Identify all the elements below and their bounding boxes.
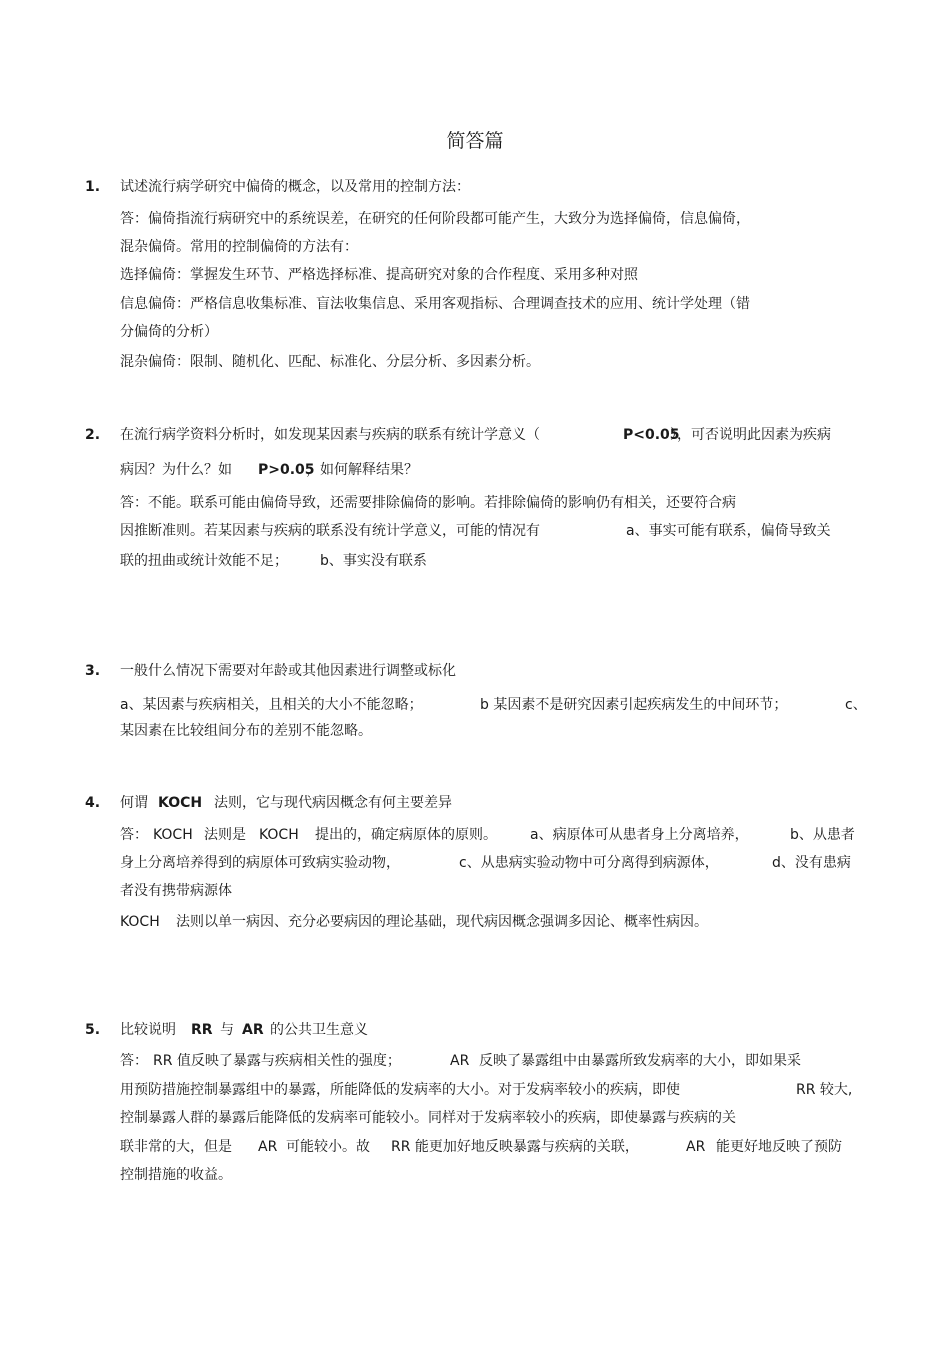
answer-5-line-1c: AR xyxy=(450,1053,470,1069)
question-3-text: 一般什么情况下需要对年龄或其他因素进行调整或标化 xyxy=(120,663,456,679)
answer-5-line-4e: AR xyxy=(686,1139,706,1155)
question-5-text-a: 比较说明 xyxy=(120,1022,176,1038)
answer-5-line-1a: 答： xyxy=(120,1053,148,1069)
question-2-pvalue-2: P>0.05 xyxy=(258,462,315,478)
answer-4-line-1a: 答： xyxy=(120,827,148,843)
question-2-line-2c: ，如何解释结果？ xyxy=(306,462,418,478)
answer-2-line-3b: b、事实没有联系 xyxy=(320,553,427,569)
answer-4-line-2a: 身上分离培养得到的病原体可致病实验动物， xyxy=(120,855,400,871)
answer-4-line-4b: 法则以单一病因、充分必要病因的理论基础，现代病因概念强调多因论、概率性病因。 xyxy=(176,914,708,930)
question-4-text-c: 法则，它与现代病因概念有何主要差异 xyxy=(214,795,452,811)
question-1-text: 试述流行病学研究中偏倚的概念，以及常用的控制方法： xyxy=(120,179,470,195)
question-5-rr: RR xyxy=(191,1022,213,1038)
answer-5-line-1d: 反映了暴露组中由暴露所致发病率的大小，即如果采 xyxy=(479,1053,801,1069)
answer-3-line-1b: b 某因素不是研究因素引起疾病发生的中间环节； xyxy=(480,697,788,713)
answer-4-line-1b: KOCH xyxy=(153,827,193,843)
question-4-koch: KOCH xyxy=(158,795,203,811)
answer-4-line-4a: KOCH xyxy=(120,914,160,930)
question-4-text-a: 何谓 xyxy=(120,795,148,811)
question-5-text-c: 与 xyxy=(220,1022,234,1038)
answer-4-line-1d: KOCH xyxy=(259,827,299,843)
question-5-number: 5. xyxy=(85,1022,101,1038)
question-3-number: 3. xyxy=(85,663,101,679)
answer-5-line-4b: AR xyxy=(258,1139,278,1155)
answer-5-line-4f: 能更好地反映了预防 xyxy=(716,1139,842,1155)
question-4-number: 4. xyxy=(85,795,101,811)
answer-2-line-2b: a、事实可能有联系，偏倚导致关 xyxy=(626,523,831,539)
question-2-line-1a: 在流行病学资料分析时，如发现某因素与疾病的联系有统计学意义（ xyxy=(120,427,540,443)
answer-4-line-2c: d、没有患病 xyxy=(772,855,851,871)
answer-2-line-2a: 因推断准则。若某因素与疾病的联系没有统计学意义，可能的情况有 xyxy=(120,523,540,539)
answer-1-line-6: 混杂偏倚：限制、随机化、匹配、标准化、分层分析、多因素分析。 xyxy=(120,354,540,370)
answer-1-line-4: 信息偏倚：严格信息收集标准、盲法收集信息、采用客观指标、合理调查技术的应用、统计学处理（错 xyxy=(120,296,750,312)
answer-4-line-2b: c、从患病实验动物中可分离得到病源体， xyxy=(459,855,719,871)
question-2-line-2a: 病因？为什么？如 xyxy=(120,462,232,478)
question-5-ar: AR xyxy=(242,1022,264,1038)
answer-2-line-3a: 联的扭曲或统计效能不足； xyxy=(120,553,288,569)
question-2-line-1c: ），可否说明此因素为疾病 xyxy=(670,427,831,443)
answer-4-line-3: 者没有携带病源体 xyxy=(120,883,232,899)
question-5-text-e: 的公共卫生意义 xyxy=(270,1022,368,1038)
question-2-pvalue-1: P<0.05 xyxy=(623,427,680,443)
answer-3-line-1a: a、某因素与疾病相关，且相关的大小不能忽略； xyxy=(120,697,423,713)
answer-1-line-3: 选择偏倚：掌握发生环节、严格选择标准、提高研究对象的合作程度、采用多种对照 xyxy=(120,267,638,283)
answer-5-line-4c: 可能较小。故 xyxy=(286,1139,370,1155)
answer-5-line-2a: 用预防措施控制暴露组中的暴露，所能降低的发病率的大小。对于发病率较小的疾病，即使 xyxy=(120,1082,680,1098)
answer-5-line-4a: 联非常的大，但是 xyxy=(120,1139,232,1155)
answer-5-line-2b: RR 较大, xyxy=(796,1082,853,1098)
answer-5-line-4d: RR 能更加好地反映暴露与疾病的关联， xyxy=(391,1139,639,1155)
answer-5-line-1b: RR 值反映了暴露与疾病相关性的强度； xyxy=(153,1053,401,1069)
answer-4-line-1c: 法则是 xyxy=(204,827,246,843)
answer-1-line-2: 混杂偏倚。常用的控制偏倚的方法有： xyxy=(120,239,358,255)
answer-3-line-1c: c、 xyxy=(845,697,867,713)
answer-3-line-2: 某因素在比较组间分布的差别不能忽略。 xyxy=(120,723,372,739)
question-2-number: 2. xyxy=(85,427,101,443)
answer-4-line-1f: a、病原体可从患者身上分离培养， xyxy=(530,827,749,843)
answer-4-line-1e: 提出的，确定病原体的原则。 xyxy=(315,827,497,843)
answer-1-line-1: 答：偏倚指流行病研究中的系统误差，在研究的任何阶段都可能产生，大致分为选择偏倚，信息偏倚， xyxy=(120,211,750,227)
answer-5-line-3: 控制暴露人群的暴露后能降低的发病率可能较小。同样对于发病率较小的疾病，即使暴露与疾病的关 xyxy=(120,1110,736,1126)
answer-1-line-5: 分偏倚的分析） xyxy=(120,324,218,340)
answer-4-line-1g: b、从患者 xyxy=(790,827,855,843)
answer-2-line-1: 答：不能。联系可能由偏倚导致，还需要排除偏倚的影响。若排除偏倚的影响仍有相关，还要符合病 xyxy=(120,495,736,511)
question-1-number: 1. xyxy=(85,179,101,195)
answer-5-line-5: 控制措施的收益。 xyxy=(120,1167,232,1183)
page-title: 简答篇 xyxy=(446,130,504,152)
